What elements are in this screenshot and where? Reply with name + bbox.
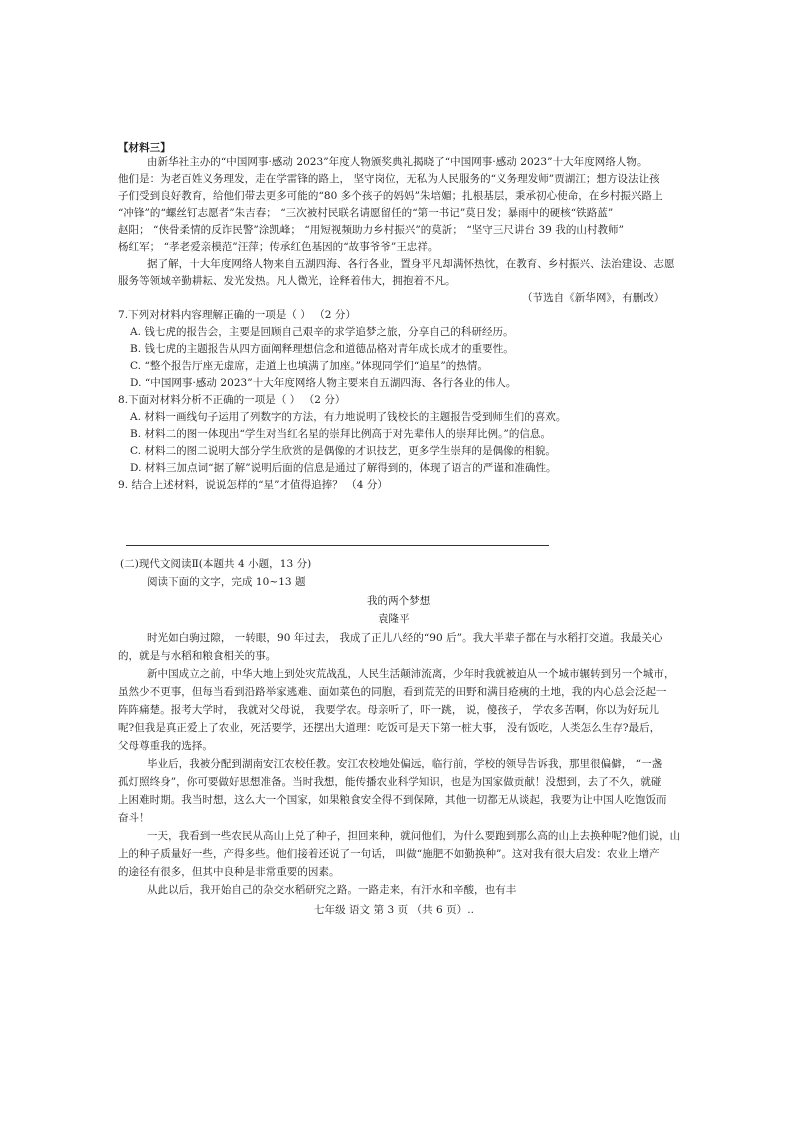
article-title: 我的两个梦想 [367,595,431,607]
article-line: 毕业后，我被分配到湖南安江农校任教。安江农校地处偏远，临行前，学校的领导告诉我，那里很偏僻， “一盏 [147,758,663,770]
material3-line: “冲锋”的“螺丝钉志愿者”朱吉春； “三次被村民联名请愿留任的“第一书记”莫日发；暴雨中的硬核“铁路蓝” [118,207,614,219]
q8-option-b: B. 材料二的图一体现出“学生对当红名星的崇拜比例高于对先辈伟人的崇拜比例。”的信息。 [130,428,552,440]
article-line: 从此以后，我开始自己的杂交水稻研究之路。一路走来，有汗水和辛酸，也有丰 [147,884,517,896]
article-line: 的途径有很多，但其中良种是非常重要的因素。 [118,866,340,878]
material3-line: 据了解，十大年度网络人物来自五湖四海、各行各业，置身平凡却满怀热忱，在教育、乡村振兴、法治建设、志愿 [147,258,675,270]
article-line: 奋斗！ [118,812,150,824]
article-author: 袁隆平 [378,613,410,625]
article-line: 上的种子质量好一些，产得多些。他们接着还说了一句话， 叫做“施肥不如勤换种”。这对我有很大启发：农业上增产 [118,848,660,860]
q7-option-b: B. 钱七虎的主题报告从四方面阐释理想信念和道德品格对青年成长成才的重要性。 [130,343,514,355]
article-line: 的，就是与水稻和粮食相关的事。 [118,650,277,662]
page-footer: 七年级 语文 第 3 页 （共 6 页）.. [314,904,474,916]
article-line: 父母尊重我的选择。 [118,740,213,752]
q7-option-d: D. “中国网事·感动 2023”十大年度网络人物主要来自五湖四海、各行各业的伟人。 [130,377,517,389]
material3-line: 子们受到良好教育，给他们带去更多可能的“80 多个孩子的妈妈”朱培媚；扎根基层，秉承初心使命，在乡村振兴路上 [118,190,663,202]
material3-heading: 【材料三】 [118,142,171,154]
material3-line: 由新华社主办的“中国网事·感动 2023”年度人物颁奖典礼揭晓了“中国网事·感动 2023”十大年度网络人物。 [147,156,648,168]
answer-line [126,545,549,546]
article-line: 上困难时期。我当时想，这么大一个国家，如果粮食安全得不到保障，其他一切都无从谈起，我要为让中国人吃饱饭而 [118,794,667,806]
material3-line: 服务等领域辛勤耕耘、发光发热。凡人微光，诠释着伟大，拥抱着不凡。 [118,275,456,287]
material3-line: 赵阳； “侠骨柔情的反诈民警”涂凯峰； “用短视频助力乡村振兴”的莫訢； “坚守三尺讲台 39 我的山村教师” [118,224,625,236]
material3-source: （节选自《新华网》，有删改） [522,292,665,304]
article-line: 一天，我看到一些农民从高山上兑了种子，担回来种，就问他们，为什么要跑到那么高的山上去换种呢?他们说，山 [147,830,681,842]
article-line: 虽然少不更事，但每当看到沿路举家逃难、面如菜色的同胞，看到荒芜的田野和满目疮痍的土地，我的内心总会泛起一 [118,686,667,698]
material3-line: 他们是：为老百姓义务理发，走在学雷锋的路上， 坚守岗位，无私为人民服务的“义务理发师”贾湖江；想方设法让孩 [118,173,660,185]
article-line: 时光如白驹过隙， 一转眼，90 年过去， 我成了正儿八经的“90 后”。我大半辈子都在与水稻打交道。我最关心 [147,632,663,644]
material3-line: 杨红军； “孝老爱亲模范”汪萍；传承红色基因的“故事爷爷”王忠祥。 [118,241,439,253]
article-line: 孤灯照终身”，你可要做好思想准备。当时我想，能传播农业科学知识，也是为国家做贡献！没想到，去了不久，就碰 [118,776,662,788]
q9-stem: 9. 结合上述材料，说说怎样的“星”才值得追捧？ （4 分） [118,479,388,491]
q8-option-c: C. 材料二的图二说明大部分学生欣赏的是偶像的才识技艺，更多学生崇拜的是偶像的相貌。 [130,445,556,457]
q8-option-d: D. 材料三加点词“据了解”说明后面的信息是通过了解得到的，体现了语言的严谨和准确性。 [130,462,557,474]
article-line: 呢?但我是真正爱上了农业，死活要学，还摆出大道理：吃饭可是天下第一桩大事， 没有饭吃，人类怎么生存?最后， [118,722,661,734]
q8-option-a: A. 材料一画线句子运用了列数字的方法，有力地说明了钱校长的主题报告受到师生们的喜欢。 [130,411,567,423]
q7-option-c: C. “整个报告厅座无虚席，走道上也填满了加座。”体现同学们“追星”的热情。 [130,360,488,372]
section2-instruction: 阅读下面的文字，完成 10~13 题 [147,576,306,588]
section2-heading: (二)现代文阅读Ⅱ(本题共 4 小题，13 分) [120,558,312,570]
article-line: 新中国成立之前，中华大地上到处灾荒战乱，人民生活颠沛流离，少年时我就被迫从一个城市辗转到另一个城市， [147,668,675,680]
article-line: 阵阵痛楚。报考大学时， 我就对父母说， 我要学农。母亲听了，吓一跳， 说，傻孩子， 学农多苦啊，你以为好玩儿 [118,704,660,716]
q7-stem: 7.下列对材料内容理解正确的一项是（ ） （2 分） [118,309,357,321]
q8-stem: 8.下面对材料分析不正确的一项是（ ） （2 分） [118,394,346,406]
q7-option-a: A. 钱七虎的报告会，主要是回顾自己艰辛的求学追梦之旅，分享自己的科研经历。 [130,326,514,338]
